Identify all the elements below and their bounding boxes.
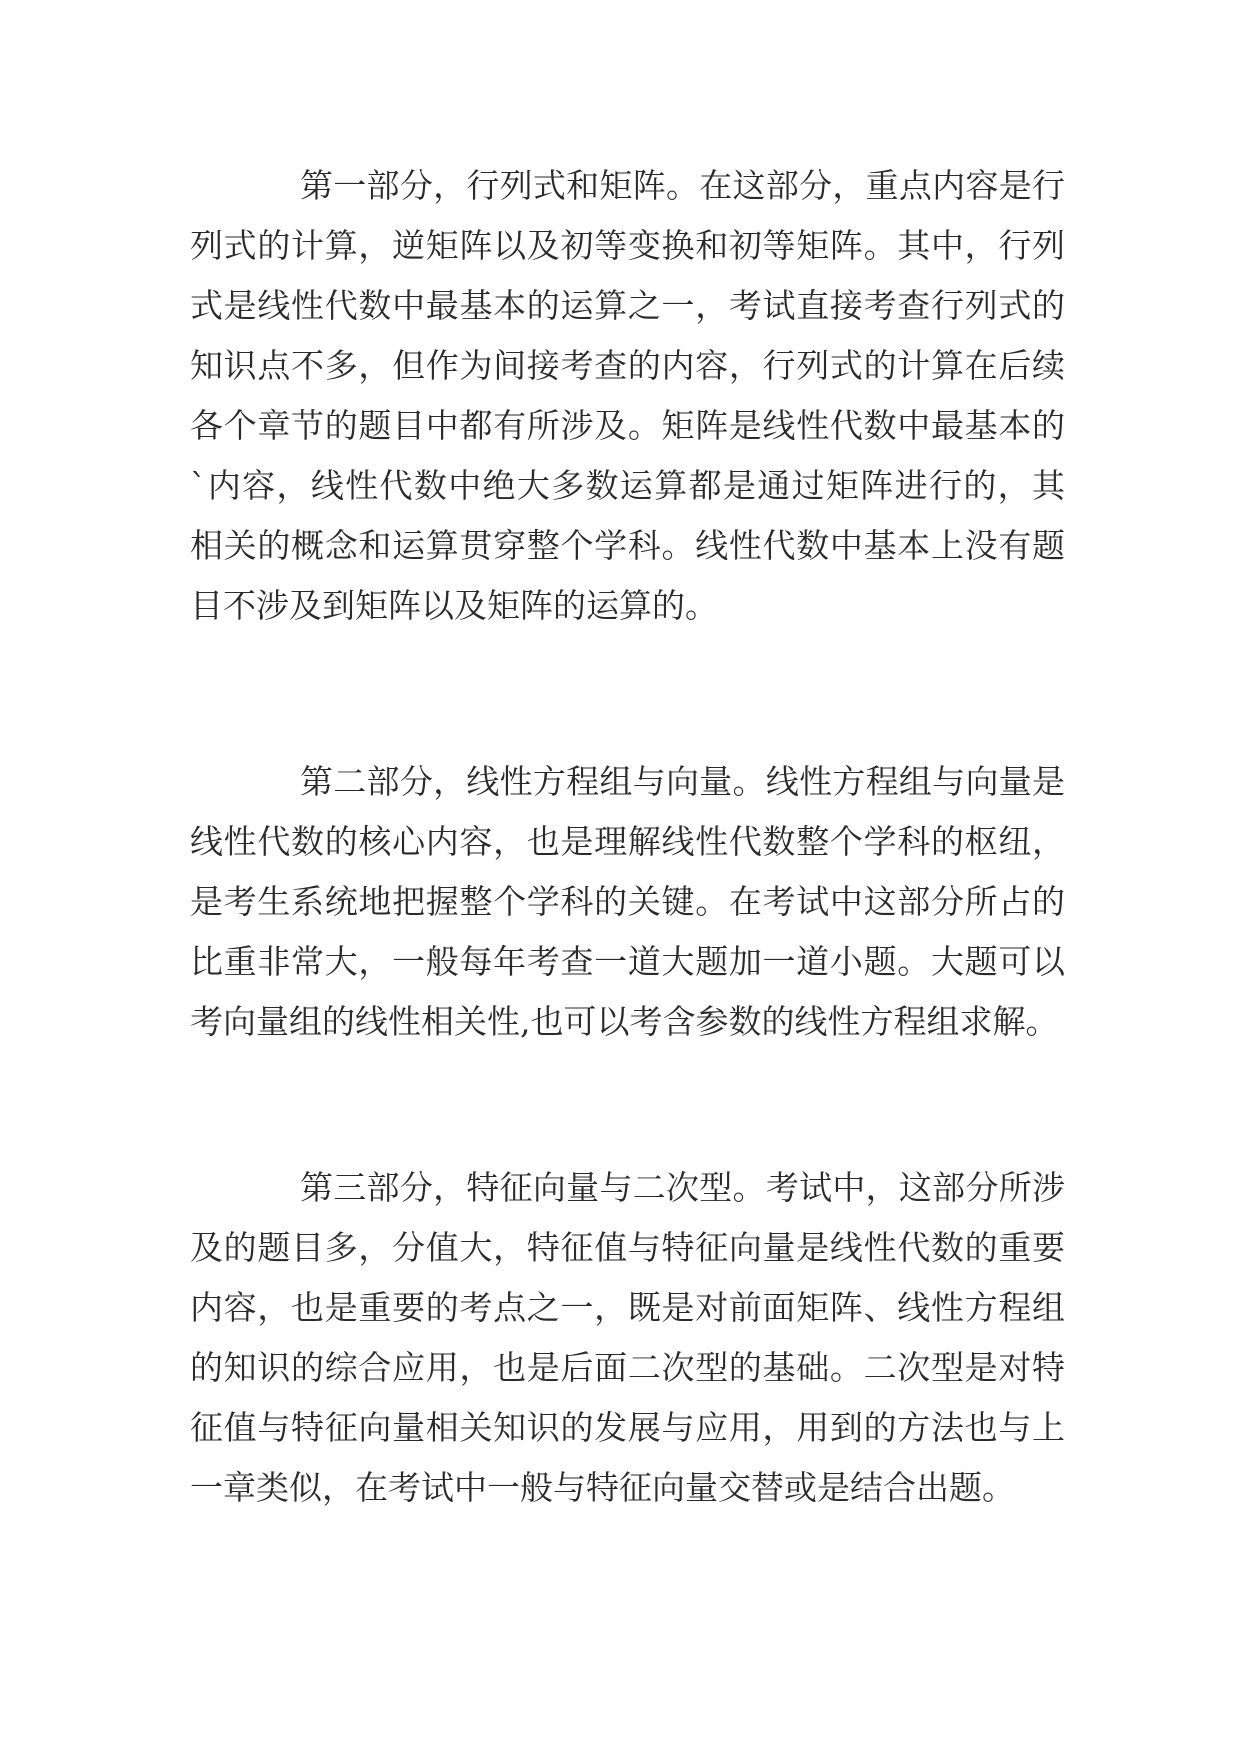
text-line: 内容，也是重要的考点之一，既是对前面矩阵、线性方程组 xyxy=(190,1288,1065,1327)
text-line: 第三部分，特征向量与二次型。考试中，这部分所涉 xyxy=(300,1168,1065,1207)
text-line: `内容，线性代数中绝大多数运算都是通过矩阵进行的，其 xyxy=(190,466,1065,505)
paragraph-linear-equations-vectors xyxy=(190,752,1065,1052)
text-line: 知识点不多，但作为间接考查的内容，行列式的计算在后续 xyxy=(190,346,1065,385)
text-line: 及的题目多，分值大，特征值与特征向量是线性代数的重要 xyxy=(190,1228,1065,1267)
text-line: 各个章节的题目中都有所涉及。矩阵是线性代数中最基本的 xyxy=(190,406,1065,445)
text-line: 目不涉及到矩阵以及矩阵的运算的。 xyxy=(190,586,718,625)
paragraph-determinants-matrices xyxy=(190,156,1065,636)
text-line: 是考生系统地把握整个学科的关键。在考试中这部分所占的 xyxy=(190,882,1065,921)
text-line: 比重非常大，一般每年考查一道大题加一道小题。大题可以 xyxy=(190,942,1065,981)
text-line: 式是线性代数中最基本的运算之一，考试直接考查行列式的 xyxy=(190,286,1065,325)
text-line: 征值与特征向量相关知识的发展与应用，用到的方法也与上 xyxy=(190,1408,1065,1447)
text-line: 第二部分，线性方程组与向量。线性方程组与向量是 xyxy=(300,762,1065,801)
text-line: 考向量组的线性相关性,也可以考含参数的线性方程组求解。 xyxy=(190,1002,1059,1041)
text-line: 第一部分，行列式和矩阵。在这部分，重点内容是行 xyxy=(300,166,1065,205)
text-line: 列式的计算，逆矩阵以及初等变换和初等矩阵。其中，行列 xyxy=(190,226,1065,265)
paragraph-eigenvectors-quadratic-forms xyxy=(190,1158,1065,1518)
text-line: 的知识的综合应用，也是后面二次型的基础。二次型是对特 xyxy=(190,1348,1065,1387)
text-line: 线性代数的核心内容，也是理解线性代数整个学科的枢纽， xyxy=(190,822,1065,861)
text-line: 一章类似，在考试中一般与特征向量交替或是结合出题。 xyxy=(190,1468,1015,1507)
text-line: 相关的概念和运算贯穿整个学科。线性代数中基本上没有题 xyxy=(190,526,1065,565)
